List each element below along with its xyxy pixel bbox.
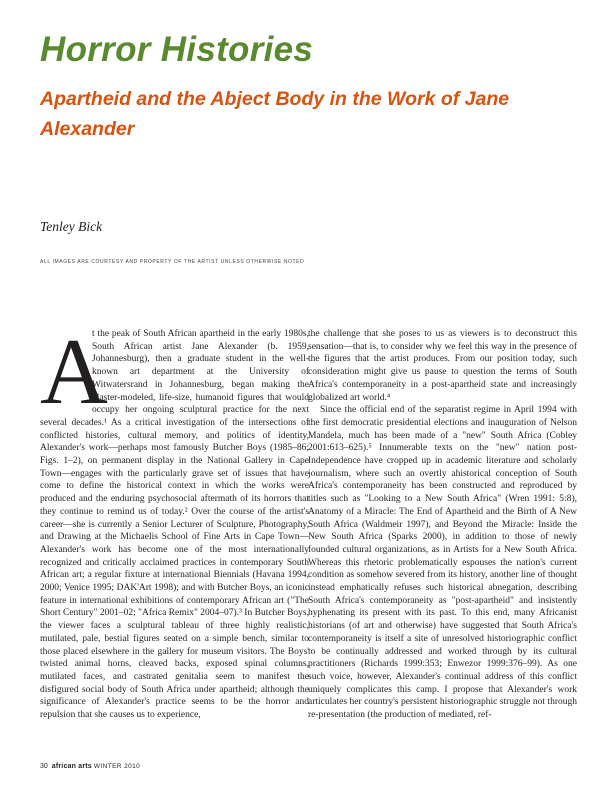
article-subtitle: Apartheid and the Abject Body in the Work of Jane Alexander bbox=[40, 88, 510, 140]
issue-label: WINTER 2010 bbox=[93, 763, 141, 770]
body-column-left bbox=[40, 320, 309, 722]
article-title: Horror Histories bbox=[40, 30, 314, 69]
body-paragraph: t the peak of South African apartheid in the early 1980s, South African artist Jane Alexander (b. 1959, Johannesburg), then a graduate student in the well-known art department at the University of Witwatersrand in Johannesburg, began making the plaster-modeled, life-size, humanoid figures that would occupy her ongoing sculptural practice for the next several decades.¹ As a critical investigation of the intersections of conflicted histories, cultural memory, and politics of identity, Alexander's work—perhaps most famously Butcher Boys (1985–86; Figs. 1–2), on permanent display in the National Gallery in Cape Town—engages with the particularly grave set of issues that have come to define the historical context in which the works were produced and the enduring psychosocial aftermath of its horrors that they continue to remind us of today.² Over the course of the artist's career—she is currently a Senior Lecturer of Sculpture, Photography, and Drawing at the Michaelis School of Fine Arts in Cape Town—Alexander's work has become one of the most internationally recognized and critically acclaimed practices in contemporary South African art; a regular fixture at international Biennials (Havana 1994, 2000; Venice 1995; DAK'Art 1998); and with Butcher Boys, an iconic feature in international exhibitions of contemporary African art ("The Short Century" 2001–02; "Africa Remix" 2004–07).³ In Butcher Boys, the viewer faces a sculptural tableau of three highly realistic, mutilated, pale, bestial figures seated on a simple bench, similar to those placed elsewhere in the gallery for museum visitors. The Boys' twisted animal horns, cleaved backs, exposed spinal columns, mutilated faces, and castrated genitalia seem to manifest the disfigured social body of South Africa under apartheid; although the significance of Alexander's practice seems to be the horror and repulsion that she causes us to experience, bbox=[40, 329, 309, 721]
body-column-right bbox=[308, 328, 577, 722]
body-paragraph: the challenge that she poses to us as viewers is to deconstruct this sensation—that is, to consider why we feel this way in the presence of the figures that the artist produces. From our position today, such consideration might give us pause to question the terms of South Africa's contemporaneity in a post-apartheid state and increasingly globalized art world.⁴ bbox=[308, 329, 577, 403]
page-number: 30 bbox=[40, 763, 48, 770]
author-name: Tenley Bick bbox=[40, 219, 103, 234]
drop-cap-spacer bbox=[40, 328, 92, 414]
drop-cap: A bbox=[40, 320, 108, 424]
image-credit-note: ALL IMAGES ARE COURTESY AND PROPERTY OF THE ARTIST UNLESS OTHERWISE NOTED bbox=[40, 259, 305, 265]
magazine-name: african arts bbox=[51, 763, 92, 770]
body-paragraph: Since the official end of the separatist regime in April 1994 with the first democratic presidential elections and inauguration of Nelson Mandela, much has been made of a "new" South Africa (Cobley 2001:613–625).⁵ Innumerable texts on the "new" nation post-Independence have cropped up in academic literature and scholarly journalism, where such an overtly ahistorical conception of South Africa's contemporaneity has been constructed and reproduced by titles such as "Looking to a New South Africa" (Wren 1991: 5:8), Anatomy of a Miracle: The End of Apartheid and the Birth of A New South Africa (Waldmeir 1997), and Beyond the Miracle: Inside the New South Africa (Sparks 2000), in addition to those of newly founded cultural organizations, as in Artists for a New South Africa. Whereas this rhetoric problematically espouses the nation's current condition as somehow severed from its history, another line of thought instead emphatically refuses such historical abnegation, describing South Africa's contemporaneity as "post-apartheid" and insistently hyphenating its present with its past. To this end, many Africanist historians (of art and otherwise) have suggested that South Africa's contemporaneity is itself a site of unresolved historiographic conflict to be continually addressed and worked through by its cultural practitioners (Richards 1999:353; Enwezor 1999:376–99). As one such voice, however, Alexander's continual address of this conflict uniquely complicates this camp. I propose that Alexander's work articulates her country's persistent historiographic struggle not through re-presentation (the production of mediated, ref- bbox=[308, 405, 577, 721]
page-footer bbox=[40, 763, 140, 770]
